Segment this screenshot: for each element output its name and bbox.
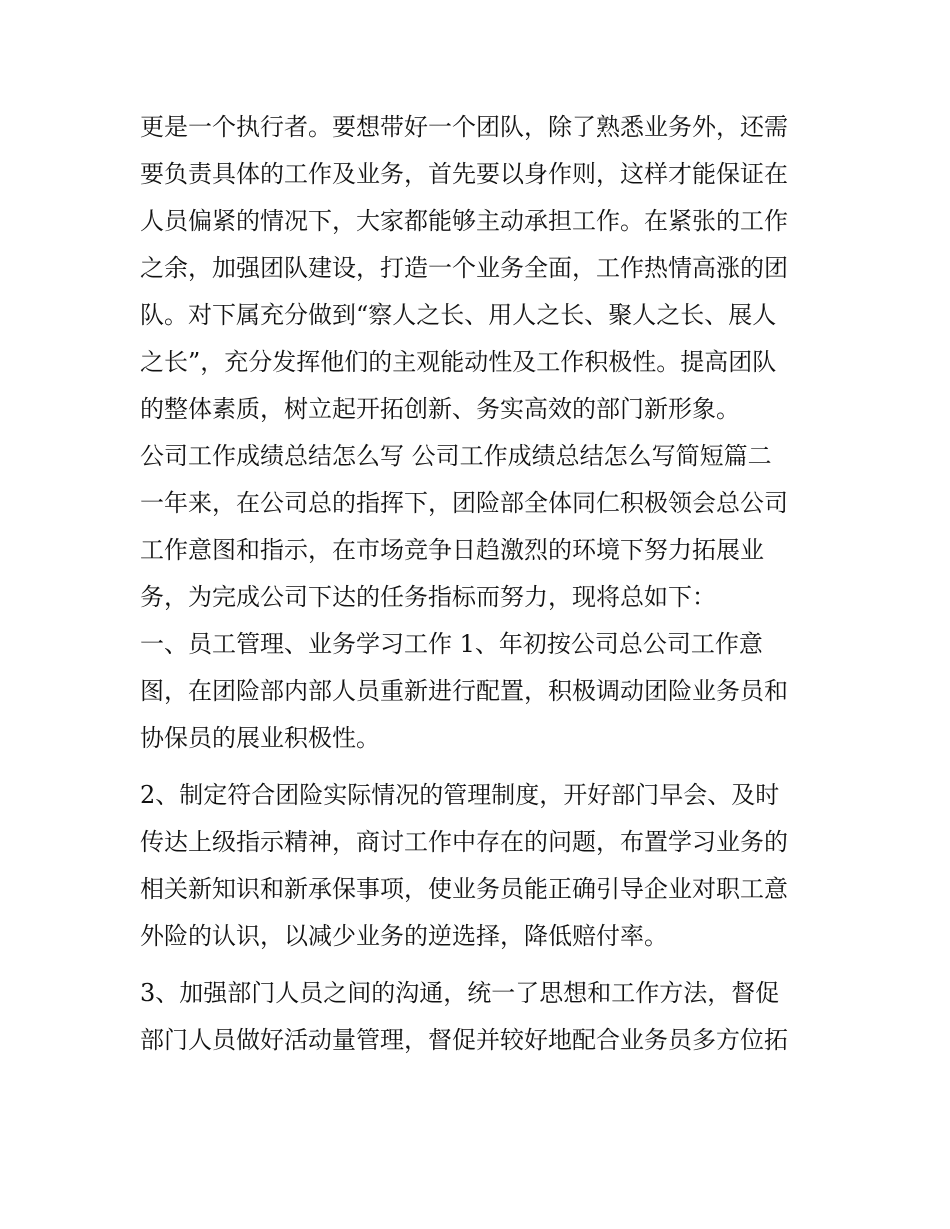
text-line: 2、制定符合团险实际情况的管理制度，开好部门早会、及时 [140, 781, 780, 809]
text-line: 3、加强部门人员之间的沟通，统一了思想和工作方法，督促 [140, 979, 780, 1007]
text-line: 一年来，在公司总的指挥下，团险部全体同仁积极领会总公司 [140, 489, 788, 517]
text-line: 务，为完成公司下达的任务指标而努力，现将总如下： [140, 583, 716, 611]
document-body [140, 104, 820, 1064]
paragraph-team-management [140, 104, 820, 433]
text-line: 工作意图和指示，在市场竞争日趋激烈的环境下努力拓展业 [140, 536, 764, 564]
text-line: 相关新知识和新承保事项，使业务员能正确引导企业对职工意 [140, 875, 788, 903]
section-heading [140, 433, 820, 480]
paragraph-item-1 [140, 621, 820, 762]
text-line: 要负责具体的工作及业务，首先要以身作则，这样才能保证在 [140, 160, 788, 188]
text-line: 传达上级指示精神，商讨工作中存在的问题，布置学习业务的 [140, 828, 788, 856]
text-line: 之余，加强团队建设，打造一个业务全面，工作热情高涨的团 [140, 254, 788, 282]
paragraph-spacing [140, 762, 820, 772]
paragraph-item-3 [140, 970, 820, 1064]
text-line: 外险的认识，以减少业务的逆选择，降低赔付率。 [140, 922, 668, 950]
paragraph-spacing [140, 960, 820, 970]
text-line: 人员偏紧的情况下，大家都能够主动承担工作。在紧张的工作 [140, 207, 788, 235]
text-line: 部门人员做好活动量管理，督促并较好地配合业务员多方位拓 [140, 1026, 788, 1054]
text-line: 的整体素质，树立起开拓创新、务实高效的部门新形象。 [140, 395, 740, 423]
text-line: 一、员工管理、业务学习工作 1、年初按公司总公司工作意 [140, 630, 763, 658]
text-line: 之长”，充分发挥他们的主观能动性及工作积极性。提高团队 [140, 348, 777, 376]
text-line: 更是一个执行者。要想带好一个团队，除了熟悉业务外，还需 [140, 113, 788, 141]
heading-line: 公司工作成绩总结怎么写 公司工作成绩总结怎么写简短篇二 [140, 442, 772, 470]
paragraph-introduction [140, 480, 820, 621]
text-line: 协保员的展业积极性。 [140, 724, 380, 752]
text-line: 队。对下属充分做到“察人之长、用人之长、聚人之长、展人 [140, 301, 777, 329]
paragraph-item-2 [140, 772, 820, 960]
text-line: 图，在团险部内部人员重新进行配置，积极调动团险业务员和 [140, 677, 788, 705]
